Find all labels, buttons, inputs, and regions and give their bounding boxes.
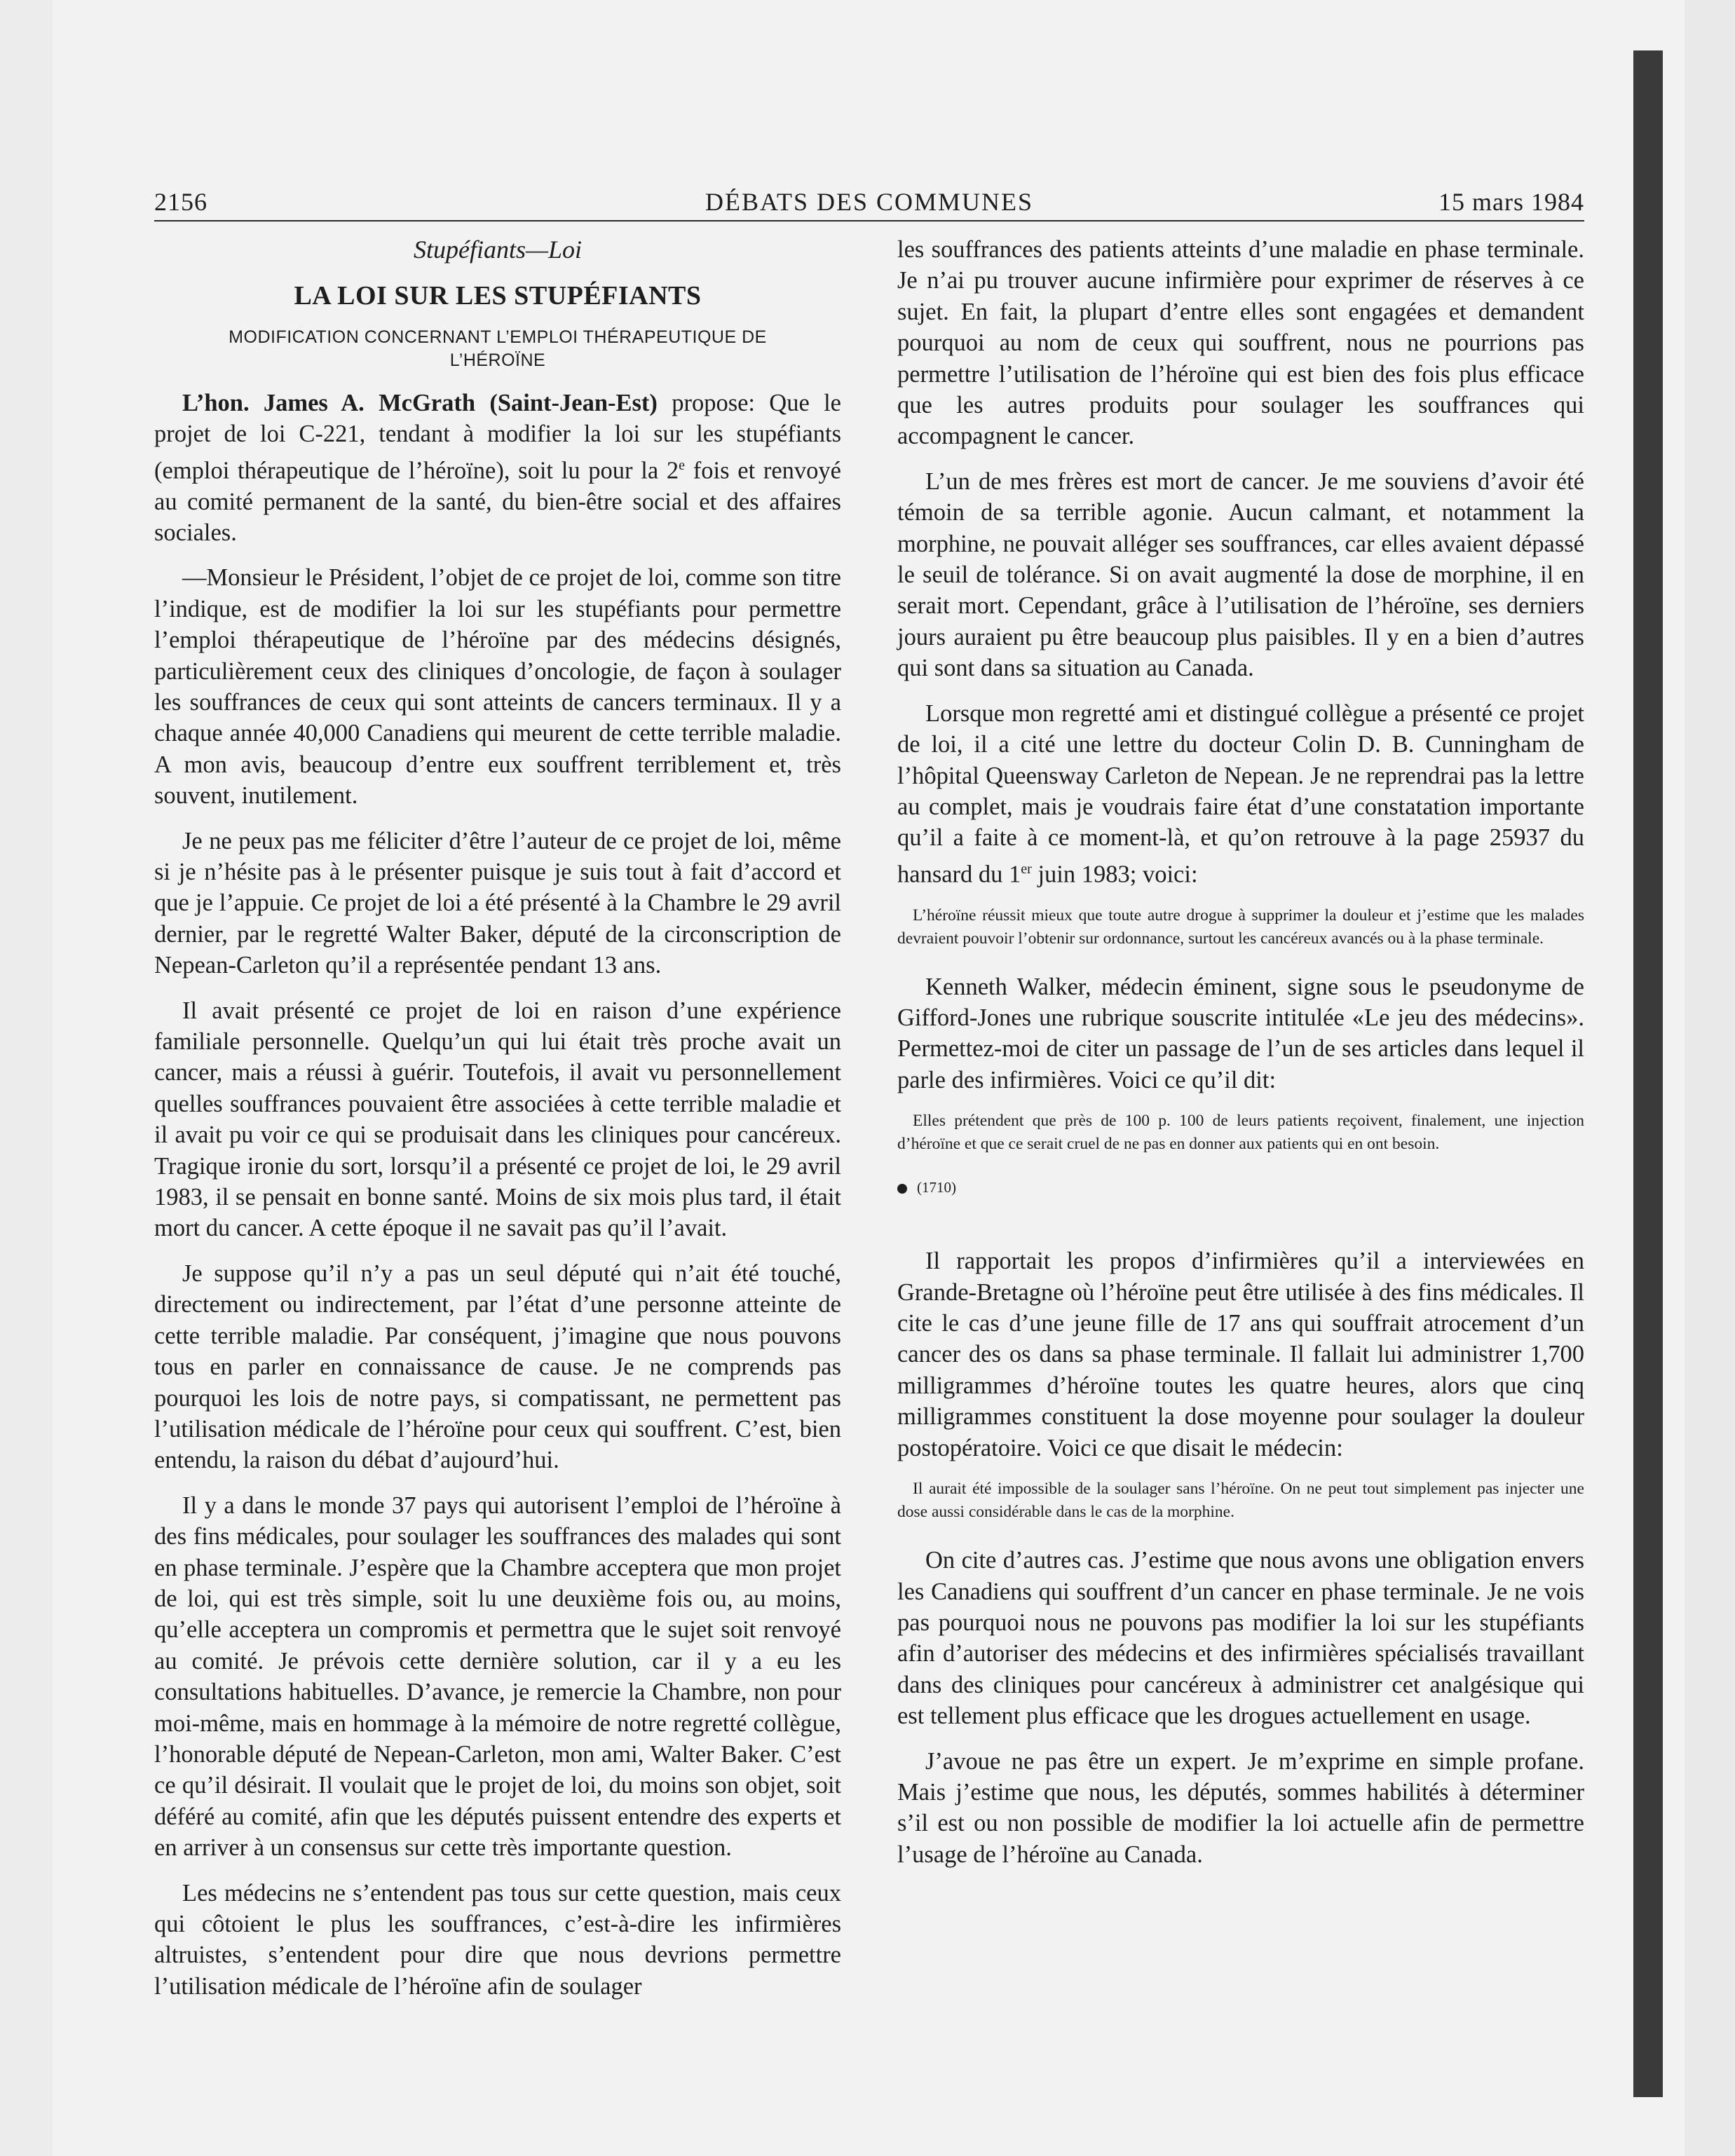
paragraph-text-b: juin 1983; voici: (1031, 861, 1198, 888)
bill-subtitle-line-1: MODIFICATION CONCERNANT L’EMPLOI THÉRAPEUTIQUE DE (229, 327, 767, 347)
block-quote: Il aurait été impossible de la soulager sans l’héroïne. On ne peut tout simplement pas injecter une dose aussi considérable dans le cas de la morphine. (897, 1480, 1584, 1522)
paragraph: L’un de mes frères est mort de cancer. Je me souviens d’avoir été témoin de sa terrible agonie. Aucun calmant, et notamment la morphine, ne pouvait alléger ses souffrances, car elles avaient dépassé le seuil de tolérance. Si on avait augmenté la dose de morphine, il en serait mort. Cependant, grâce à l’utilisation de l’héroïne, ses derniers jours auraient pu être beaucoup plus paisibles. Il y en a bien d’autres qui sont dans sa situation au Canada. (897, 468, 1584, 682)
left-column (154, 234, 841, 2016)
bullet-icon (897, 1184, 907, 1194)
scan-binding-edge (1633, 50, 1663, 2097)
bill-subtitle (154, 326, 841, 372)
paragraph: Il rapportait les propos d’infirmières qu’il a interviewées en Grande-Bretagne où l’héroïne peut être utilisée à des fins médicales. Il cite le cas d’une jeune fille de 17 ans qui souffrait atrocement d’un cancer des os dans sa phase terminale. Il fallait lui administrer 1,700 milligrammes d’héroïne toutes les quatre heures, alors que cinq milligrammes constituent la dose moyenne pour soulager la douleur postopératoire. Voici ce que disait le médecin: (897, 1248, 1584, 1461)
bill-subtitle-line-2: L’HÉROÏNE (449, 350, 546, 370)
document-page (154, 184, 1584, 2000)
paragraph: les souffrances des patients atteints d’une maladie en phase terminale. Je n’ai pu trouver aucune infirmière pour exprimer de réserves à ce sujet. En fait, la plupart d’entre elles sont engagées et demandent pourquoi au nom de ceux qui souffrent, nous ne pourrions pas permettre l’utilisation de l’héroïne qui est bien des fois plus efficace que les autres produits pour soulager les souffrances qui accompagnent le cancer. (897, 236, 1584, 450)
paragraph: J’avoue ne pas être un expert. Je m’exprime en simple profane. Mais j’estime que nous, les députés, sommes habilités à déterminer s’il est ou non possible de modifier la loi actuelle afin de permettre l’usage de l’héroïne au Canada. (897, 1747, 1584, 1868)
scan-margin-right (1685, 0, 1735, 2156)
right-column (897, 234, 1584, 1884)
block-quote: Elles prétendent que près de 100 p. 100 de leurs patients reçoivent, finalement, une injection d’héroïne et que ce serait cruel de ne pas en donner aux patients qui en ont besoin. (897, 1112, 1584, 1154)
paragraph: Il y a dans le monde 37 pays qui autorisent l’emploi de l’héroïne à des fins médicales, pour soulager les souffrances des malades qui sont en phase terminale. J’espère que la Chambre acceptera que mon projet de loi, qui est très simple, soit lu une deuxième fois ou, au moins, qu’elle acceptera un compromis et permettra que le sujet soit renvoyé au comité. Je prévois cette dernière solution, car il y a eu les consultations habituelles. D’avance, je remercie la Chambre, non pour moi-même, mais en hommage à la mémoire de notre regretté collègue, l’honorable député de Nepean-Carleton, mon ami, Walter Baker. C’est ce qu’il désirait. Il voulait que le projet de loi, du moins son objet, soit déféré au comité, afin que les députés puissent entendre des experts et en arriver à un consensus sur cette très importante question. (154, 1492, 841, 1862)
paragraph: Il avait présenté ce projet de loi en raison d’une expérience familiale personnelle. Quelqu’un qui lui était très proche avait un cancer, mais a réussi à guérir. Toutefois, il avait vu personnellement quelles souffrances pouvaient être associées à cette terrible maladie et il avait pu voir ce qui se produisait dans les cliniques pour cancéreux. Tragique ironie du sort, lorsqu’il a présenté ce projet de loi, le 29 avril 1983, il se pensait en bonne santé. Moins de six mois plus tard, il était mort du cancer. A cette époque il ne savait pas qu’il l’avait. (154, 997, 841, 1242)
motion-paragraph (154, 388, 841, 549)
motion-text-b: fois et renvoyé au comité permanent de la santé, du bien-être social et des affaires sociales. (154, 457, 841, 546)
paragraph-superscript: er (1021, 861, 1032, 877)
paragraph: Je suppose qu’il n’y a pas un seul député qui n’ait été touché, directement ou indirectement, par l’état d’une personne atteinte de cette terrible maladie. Par conséquent, j’imagine que nous pouvons tous en parler en connaissance de cause. Je ne comprends pas pourquoi les lois de notre pays, si compatissant, ne permettent pas l’utilisation médicale de l’héroïne pour ceux qui souffrent. C’est, bien entendu, la raison du débat d’aujourd’hui. (154, 1260, 841, 1474)
section-rubric: Stupéfiants—Loi (413, 236, 583, 264)
paragraph (897, 698, 1584, 890)
running-header (154, 184, 1584, 221)
bill-title: LA LOI SUR LES STUPÉFIANTS (294, 281, 702, 311)
paragraph: On cite d’autres cas. J’estime que nous avons une obligation envers les Canadiens qui souffrent d’un cancer en phase terminale. Je ne vois pas pourquoi nous ne pouvons pas modifier la loi sur les stupéfiants afin d’autoriser des médecins et des infirmières spécialisés travaillant dans des cliniques pour cancéreux à administrer cet analgésique qui est tellement plus efficace que les drogues actuellement en usage. (897, 1547, 1584, 1730)
paragraph: Les médecins ne s’entendent pas tous sur cette question, mais ceux qui côtoient le plus les souffrances, c’est-à-dire les infirmières altruistes, s’entendent pour dire que nous devrions permettre l’utilisation médicale de l’héroïne afin de soulager (154, 1879, 841, 2000)
page-number: 2156 (154, 188, 207, 216)
motion-superscript: e (679, 457, 686, 473)
scan-margin-left (0, 0, 53, 2156)
paragraph: Kenneth Walker, médecin éminent, signe sous le pseudonyme de Gifford-Jones une rubrique souscrite intitulée «Le jeu des médecins». Permettez-moi de citer un passage de l’un de ses articles dans lequel il parle des infirmières. Voici ce qu’il dit: (897, 973, 1584, 1093)
speaker-name: L’hon. James A. McGrath (Saint-Jean-Est) (182, 389, 658, 416)
paragraph-text-a: Lorsque mon regretté ami et distingué collègue a présenté ce projet de loi, il a cité une lettre du docteur Colin D. B. Cunningham de l’hôpital Queensway Carleton de Nepean. Je ne reprendrai pas la lettre au complet, mais je voudrais faire état d’une constatation importante qu’il a faite à ce moment-là, et qu’on retrouve à la page 25937 du hansard du 1 (897, 700, 1584, 888)
block-quote: L’héroïne réussit mieux que toute autre drogue à supprimer la douleur et j’estime que les malades devraient pouvoir l’obtenir sur ordonnance, surtout les cancéreux avancés ou à la phase terminale. (897, 906, 1584, 948)
paragraph: —Monsieur le Président, l’objet de ce projet de loi, comme son titre l’indique, est de modifier la loi sur les stupéfiants pour permettre l’emploi thérapeutique de l’héroïne par des médecins désignés, particulièrement ceux des cliniques d’oncologie, de façon à soulager les souffrances de ceux qui sont atteints de cancers terminaux. Il y a chaque année 40,000 Canadiens qui meurent de cette terrible maladie. A mon avis, beaucoup d’entre eux souffrent terriblement et, très souvent, inutilement. (154, 564, 841, 810)
publication-date: 15 mars 1984 (1438, 188, 1584, 216)
time-marker (897, 1177, 1584, 1198)
time-marker-text: (1710) (917, 1179, 956, 1196)
motion-text-a: propose: Que le projet de loi C-221, tendant à modifier la loi sur les stupéfiants (emploi thérapeutique de l’héroïne), soit lu pour la 2 (154, 389, 841, 484)
paragraph: Je ne peux pas me féliciter d’être l’auteur de ce projet de loi, même si je n’hésite pas à le présenter puisque je suis tout à fait d’accord et que je l’appuie. Ce projet de loi a été présenté à la Chambre le 29 avril dernier, par le regretté Walter Baker, député de la circonscription de Nepean-Carleton qu’il a représentée pendant 13 ans. (154, 827, 841, 979)
publication-title: DÉBATS DES COMMUNES (705, 188, 1034, 216)
